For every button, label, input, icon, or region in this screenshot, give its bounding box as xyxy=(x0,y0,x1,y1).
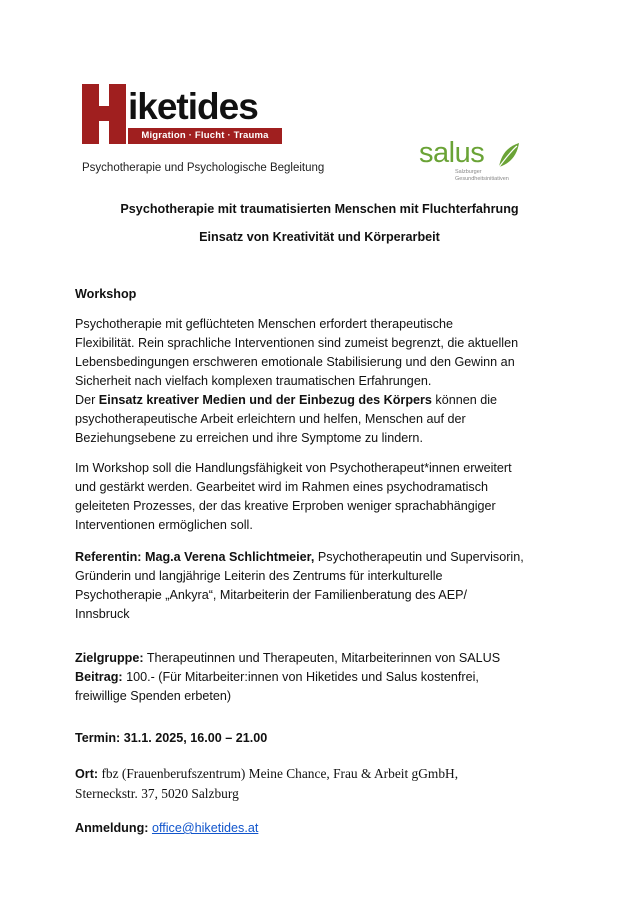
leaf-icon xyxy=(495,141,521,169)
anmeldung-line xyxy=(75,819,258,838)
hiketides-logo xyxy=(82,84,325,174)
text-line: geleiteten Prozesses, der das kreative Erproben weniger sprachabhängiger xyxy=(75,499,496,513)
beitrag-label: Beitrag: xyxy=(75,670,123,684)
section-label-workshop: Workshop xyxy=(75,287,137,301)
text-line: freiwillige Spenden erbeten) xyxy=(75,689,232,703)
anmeldung-label: Anmeldung: xyxy=(75,821,149,835)
zielgruppe-line: Zielgruppe: Therapeutinnen und Therapeuten, Mitarbeiterinnen von SALUS xyxy=(75,651,501,665)
hiketides-tagline: Psychotherapie und Psychologische Begleitung xyxy=(82,162,325,174)
text-line: Referentin: Mag.a Verena Schlichtmeier, Psychotherapeutin und Supervisorin, xyxy=(75,550,524,564)
salus-wordmark: salus xyxy=(419,137,485,169)
text-line: Psychotherapie mit geflüchteten Menschen erfordert therapeutische xyxy=(75,317,454,331)
emphasis-text: Einsatz kreativer Medien und der Einbezug des Körpers xyxy=(98,393,432,407)
document-title: Psychotherapie mit traumatisierten Menschen mit Fluchterfahrung xyxy=(120,202,519,216)
ort-line: Ort: fbz (Frauenberufszentrum) Meine Chance, Frau & Arbeit gGmbH, xyxy=(75,766,459,781)
salus-logo xyxy=(419,139,529,189)
text-line: psychotherapeutische Arbeit erleichtern und helfen, Menschen auf der xyxy=(75,412,466,426)
text-line: Innsbruck xyxy=(75,607,130,621)
text-line: Der Einsatz kreativer Medien und der Einbezug des Körpers können die xyxy=(75,393,498,407)
hiketides-tag-bar: Migration · Flucht · Trauma xyxy=(128,128,282,144)
text-line: Lebensbedingungen erschweren emotionale Stabilisierung und den Gewinn an xyxy=(75,355,515,369)
text-line: Sicherheit nach vielfach komplexen traumatischen Erfahrungen. xyxy=(75,374,432,388)
document-subtitle: Einsatz von Kreativität und Körperarbeit xyxy=(199,230,440,244)
hiketides-h-mark xyxy=(82,84,126,144)
referentin-label: Referentin: Mag.a Verena Schlichtmeier, xyxy=(75,550,315,564)
beitrag-line: Beitrag: 100.- (Für Mitarbeiter:innen von Hiketides und Salus kostenfrei, xyxy=(75,670,479,684)
ort-label: Ort: xyxy=(75,767,99,781)
text-line: und gestärkt werden. Gearbeitet wird im Rahmen eines psychodramatisch xyxy=(75,480,488,494)
salus-subtitle: Salzburger Gesundheitsinitiativen xyxy=(455,169,509,182)
text-line: Im Workshop soll die Handlungsfähigkeit von Psychotherapeut*innen erweitert xyxy=(75,461,512,475)
termin-line: Termin: 31.1. 2025, 16.00 – 21.00 xyxy=(75,731,268,745)
text-line: Interventionen ermöglichen soll. xyxy=(75,518,253,532)
email-link[interactable]: office@hiketides.at xyxy=(151,821,259,835)
text-line: Gründerin und langjährige Leiterin des Zentrums für interkulturelle xyxy=(75,569,443,583)
text-line: Beziehungsebene zu erreichen und ihre Symptome zu lindern. xyxy=(75,431,423,445)
text-line: Psychotherapie „Ankyra“, Mitarbeiterin der Familienberatung des AEP/ xyxy=(75,588,467,602)
zielgruppe-label: Zielgruppe: xyxy=(75,651,144,665)
text-line: Flexibilität. Rein sprachliche Interventionen sind zumeist begrenzt, die aktuellen xyxy=(75,336,519,350)
hiketides-wordmark: iketides xyxy=(128,86,258,127)
ort-address: Sterneckstr. 37, 5020 Salzburg xyxy=(75,786,239,801)
